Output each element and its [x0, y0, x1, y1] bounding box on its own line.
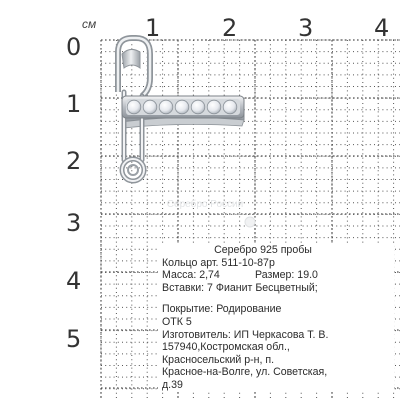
- cubic-zirconia-stone: [207, 100, 221, 114]
- product-size: Размер: 19.0: [255, 269, 318, 282]
- x-tick-2: 2: [222, 14, 238, 42]
- y-tick-1: 1: [66, 90, 82, 118]
- cubic-zirconia-stone: [143, 100, 157, 114]
- unit-label: см: [82, 17, 97, 31]
- x-tick-4: 4: [374, 14, 390, 42]
- cubic-zirconia-stone: [159, 100, 173, 114]
- cubic-zirconia-stone: [223, 100, 237, 114]
- y-tick-0: 0: [66, 33, 82, 61]
- manufacturer-line: Красносельский р-н, п.: [162, 353, 275, 366]
- manufacturer-line: Красное-на-Волге, ул. Советская,: [162, 366, 328, 379]
- cubic-zirconia-stone: [175, 100, 189, 114]
- manufacturer-line: 157940,Костромская обл.,: [162, 341, 290, 354]
- y-tick-4: 4: [66, 267, 82, 295]
- watermark-emblem: [245, 217, 255, 227]
- cubic-zirconia-stone: [127, 100, 141, 114]
- y-tick-2: 2: [66, 147, 82, 175]
- y-tick-3: 3: [66, 209, 82, 237]
- pin-clasp: [118, 38, 150, 96]
- product-otk: ОТК 5: [162, 315, 192, 328]
- manufacturer-line: д.39: [162, 378, 183, 391]
- product-mass: Масса: 2,74: [162, 269, 220, 282]
- product-inserts: Вставки: 7 Фианит Бесцветный;: [162, 281, 318, 294]
- product-title: Серебро 925 пробы: [214, 244, 312, 256]
- product-article: Кольцо арт. 511-10-87р: [162, 256, 275, 269]
- mass-size-row: [162, 269, 394, 282]
- stone-channel: [122, 96, 244, 118]
- pin-spring: [122, 159, 144, 181]
- cubic-zirconia-stone: [191, 100, 205, 114]
- product-info: [158, 244, 394, 392]
- product-coating: Покрытие: Родирование: [162, 303, 282, 316]
- x-tick-3: 3: [298, 14, 314, 42]
- manufacturer-line: Изготовитель: ИП Черкасова Т. В.: [162, 328, 329, 341]
- x-tick-1: 1: [145, 14, 161, 42]
- y-tick-5: 5: [66, 325, 82, 353]
- watermark-text: Серебро России: [166, 199, 244, 210]
